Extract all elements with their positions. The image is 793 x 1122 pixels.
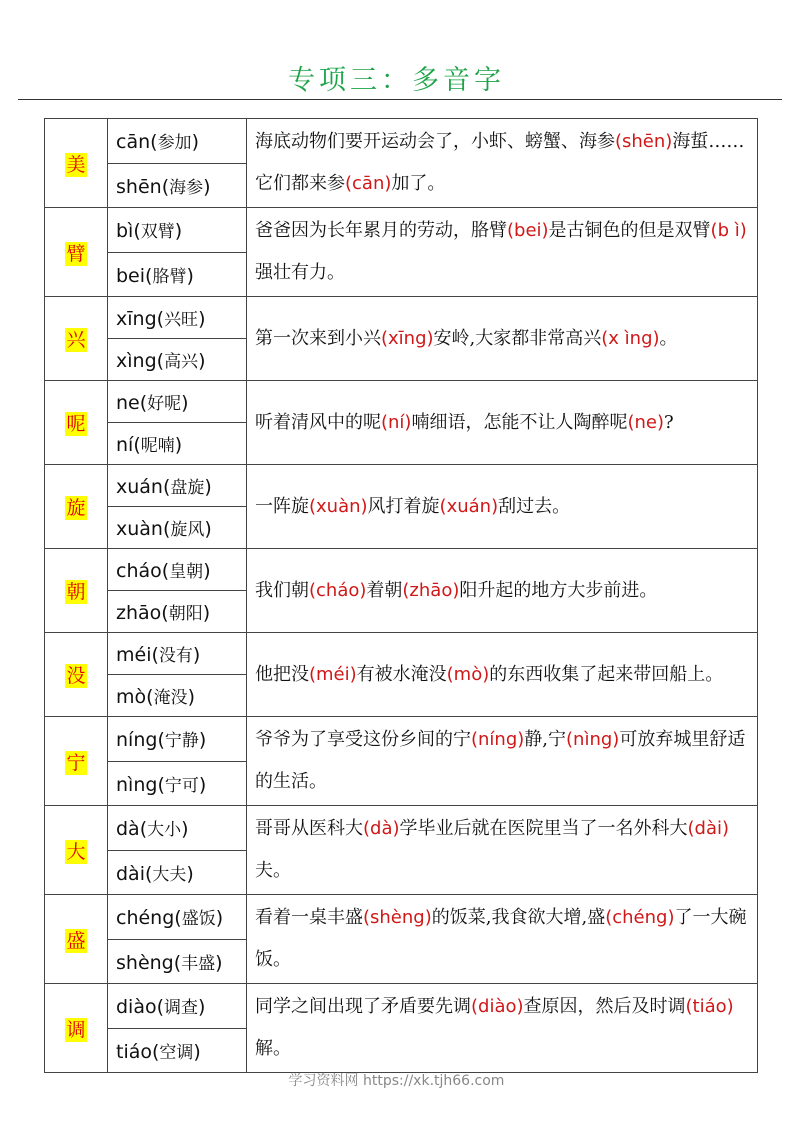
- pinyin: nìng: [116, 773, 158, 796]
- sentence-text: 爷爷为了享受这份乡间的宁: [255, 729, 471, 750]
- page-title: 专项三：多音字: [288, 65, 505, 96]
- pinyin: xīng: [116, 308, 157, 330]
- sentence-pinyin: (zhāo): [402, 579, 460, 601]
- pinyin: cān: [116, 131, 151, 154]
- reading-cell: ne(好呢): [108, 381, 247, 423]
- sentence-text: 强壮有力。: [255, 262, 345, 283]
- example-sentence: [247, 208, 758, 297]
- reading-cell: níng(宁静): [108, 717, 247, 762]
- example-word: 朝阳: [168, 604, 203, 624]
- example-word: 宁可: [164, 775, 199, 796]
- sentence-text: 解。: [255, 1038, 291, 1059]
- sentence-pinyin: (mò): [446, 663, 490, 685]
- example-sentence: [247, 633, 758, 717]
- example-sentence: [247, 297, 758, 381]
- reading-cell: xuàn(旋风): [108, 507, 247, 549]
- pinyin: bei: [116, 264, 146, 287]
- character-cell: [45, 297, 108, 381]
- table-row: [45, 806, 758, 851]
- reading-cell: xuán(盘旋): [108, 465, 247, 507]
- character-cell: [45, 984, 108, 1073]
- example-sentence: [247, 465, 758, 549]
- pinyin: níng: [116, 729, 158, 752]
- example-sentence: [247, 717, 758, 806]
- character-cell: [45, 549, 108, 633]
- highlighted-character: 兴: [66, 329, 86, 351]
- example-sentence: [247, 895, 758, 984]
- reading-cell: zhāo(朝阳): [108, 591, 247, 633]
- sentence-text: 。: [659, 327, 678, 349]
- example-word: 淹没: [153, 688, 188, 708]
- highlighted-character: 旋: [66, 497, 86, 519]
- pinyin: ní: [116, 434, 134, 456]
- sentence-text: 可放弃城里舒适的生活。: [255, 729, 746, 792]
- example-word: 胳臂: [152, 266, 187, 287]
- sentence-pinyin: (x ìng): [601, 327, 660, 349]
- sentence-text: 听着清风中的呢: [255, 411, 381, 433]
- sentence-text: 海底动物们要开运动会了，小虾、螃蟹、海参: [255, 131, 615, 152]
- reading-cell: shēn(海参): [108, 163, 247, 208]
- sentence-text: 喃细语，怎能不让人陶醉呢: [411, 411, 628, 433]
- reading-cell: dài(大夫): [108, 850, 247, 895]
- pinyin: shèng: [116, 951, 174, 974]
- highlighted-character: 调: [66, 1018, 86, 1041]
- pinyin: xìng: [116, 350, 157, 372]
- sentence-text: 第一次来到小兴: [255, 327, 381, 349]
- reading-cell: bei(胳臂): [108, 252, 247, 297]
- reading-cell: nìng(宁可): [108, 761, 247, 806]
- pinyin: bì: [116, 220, 134, 243]
- sentence-text: 他把没: [255, 663, 309, 685]
- pinyin: dà: [116, 818, 140, 841]
- sentence-text: 静,宁: [524, 729, 567, 750]
- sentence-pinyin: (tiáo): [685, 996, 734, 1017]
- table-row: [45, 549, 758, 591]
- example-word: 没有: [158, 646, 193, 666]
- sentence-text: 着朝: [366, 579, 403, 601]
- polyphone-table: [44, 118, 758, 1073]
- example-word: 呢喃: [140, 436, 175, 456]
- example-word: 大夫: [152, 864, 187, 885]
- sentence-text: 哥哥从医科大: [255, 818, 363, 839]
- example-sentence: [247, 381, 758, 465]
- character-cell: [45, 717, 108, 806]
- sentence-pinyin: (shēn): [615, 131, 673, 152]
- pinyin: méi: [116, 644, 152, 666]
- sentence-text: 同学之间出现了矛盾要先调: [255, 996, 471, 1017]
- example-word: 参加: [157, 133, 192, 154]
- sentence-text: 有被水淹没: [356, 663, 447, 685]
- sentence-text: 了一大碗饭。: [255, 907, 747, 970]
- sentence-pinyin: (xuàn): [309, 495, 368, 517]
- table-row: [45, 297, 758, 339]
- example-word: 丰盛: [181, 953, 216, 974]
- highlighted-character: 朝: [66, 581, 86, 603]
- pinyin: cháo: [116, 560, 162, 582]
- reading-cell: cān(参加): [108, 119, 247, 164]
- pinyin: chéng: [116, 907, 175, 930]
- table-row: [45, 717, 758, 762]
- sentence-pinyin: (méi): [309, 663, 357, 685]
- highlighted-character: 大: [66, 840, 86, 863]
- sentence-text: ?: [664, 411, 674, 433]
- highlighted-character: 盛: [66, 929, 86, 952]
- example-word: 盛饭: [181, 909, 216, 930]
- highlighted-character: 臂: [66, 242, 86, 265]
- sentence-text: 夫。: [255, 860, 291, 881]
- sentence-pinyin: (cháo): [309, 579, 367, 601]
- example-word: 调查: [164, 998, 199, 1019]
- reading-cell: ní(呢喃): [108, 423, 247, 465]
- pinyin: xuàn: [116, 518, 163, 540]
- sentence-text: 爸爸因为长年累月的劳动，胳臂: [255, 220, 507, 241]
- sentence-text: 加了。: [391, 173, 446, 194]
- example-word: 高兴: [164, 352, 199, 372]
- character-cell: [45, 208, 108, 297]
- sentence-text: 查原因，然后及时调: [523, 996, 686, 1017]
- example-word: 大小: [147, 820, 182, 841]
- reading-cell: bì(双臂): [108, 208, 247, 253]
- reading-cell: dà(大小): [108, 806, 247, 851]
- pinyin: shēn: [116, 175, 162, 198]
- sentence-text: 阳升起的地方大步前进。: [459, 579, 658, 601]
- reading-cell: shèng(丰盛): [108, 939, 247, 984]
- table-row: [45, 633, 758, 675]
- table-row: [45, 119, 758, 164]
- sentence-pinyin: (bei): [507, 220, 549, 241]
- character-cell: [45, 633, 108, 717]
- sentence-text: 看着一桌丰盛: [255, 907, 363, 928]
- sentence-text: 的饭菜,我食欲大增,盛: [431, 907, 606, 928]
- sentence-text: 刮过去。: [498, 495, 571, 517]
- table-row: [45, 381, 758, 423]
- sentence-pinyin: (chéng): [605, 907, 675, 928]
- sentence-pinyin: (ne): [627, 411, 664, 433]
- reading-cell: méi(没有): [108, 633, 247, 675]
- example-word: 旋风: [170, 520, 205, 540]
- sentence-text: 海蜇……它们都来参: [255, 131, 745, 194]
- sentence-pinyin: (shèng): [363, 907, 432, 928]
- sentence-pinyin: (nìng): [566, 729, 620, 750]
- page-footer: 学习资料网 https://xk.tjh66.com: [288, 1073, 505, 1089]
- pinyin: mò: [116, 686, 147, 708]
- character-cell: [45, 465, 108, 549]
- example-sentence: [247, 549, 758, 633]
- sentence-pinyin: (cān): [345, 173, 392, 194]
- sentence-pinyin: (níng): [471, 729, 525, 750]
- reading-cell: cháo(皇朝): [108, 549, 247, 591]
- pinyin: dài: [116, 862, 145, 885]
- character-cell: [45, 895, 108, 984]
- character-cell: [45, 806, 108, 895]
- pinyin: ne: [116, 392, 140, 414]
- reading-cell: tiáo(空调): [108, 1028, 247, 1073]
- sentence-pinyin: (xīng): [381, 327, 434, 349]
- example-word: 皇朝: [169, 562, 204, 582]
- highlighted-character: 没: [66, 665, 86, 687]
- sentence-pinyin: (xuán): [439, 495, 499, 517]
- sentence-text: 我们朝: [255, 579, 309, 601]
- sentence-pinyin: (dà): [363, 818, 400, 839]
- example-sentence: [247, 806, 758, 895]
- sentence-pinyin: (b ì): [710, 220, 747, 241]
- character-cell: [45, 119, 108, 208]
- sentence-text: 是古铜色的但是双臂: [548, 220, 711, 241]
- sentence-pinyin: (diào): [471, 996, 524, 1017]
- title-divider: [18, 99, 782, 100]
- reading-cell: mò(淹没): [108, 675, 247, 717]
- example-word: 好呢: [147, 394, 182, 414]
- highlighted-character: 呢: [66, 413, 86, 435]
- example-word: 空调: [159, 1042, 194, 1063]
- sentence-pinyin: (ní): [381, 411, 412, 433]
- table-row: [45, 984, 758, 1029]
- reading-cell: xīng(兴旺): [108, 297, 247, 339]
- example-word: 海参: [169, 177, 204, 198]
- example-word: 宁静: [164, 731, 199, 752]
- sentence-text: 风打着旋: [367, 495, 440, 517]
- sentence-text: 安岭,大家都非常高兴: [433, 327, 602, 349]
- table-row: [45, 895, 758, 940]
- character-cell: [45, 381, 108, 465]
- reading-cell: diào(调查): [108, 984, 247, 1029]
- pinyin: xuán: [116, 476, 163, 498]
- example-word: 兴旺: [164, 310, 199, 330]
- pinyin: tiáo: [116, 1040, 152, 1063]
- reading-cell: xìng(高兴): [108, 339, 247, 381]
- reading-cell: chéng(盛饭): [108, 895, 247, 940]
- table-row: [45, 208, 758, 253]
- sentence-text: 学毕业后就在医院里当了一名外科大: [399, 818, 688, 839]
- example-sentence: [247, 119, 758, 208]
- highlighted-character: 宁: [66, 751, 86, 774]
- pinyin: diào: [116, 996, 157, 1019]
- sentence-text: 一阵旋: [255, 495, 309, 517]
- example-word: 双臂: [140, 222, 175, 243]
- table-row: [45, 465, 758, 507]
- sentence-pinyin: (dài): [687, 818, 730, 839]
- example-word: 盘旋: [170, 478, 205, 498]
- highlighted-character: 美: [66, 153, 86, 176]
- pinyin: zhāo: [116, 602, 162, 624]
- example-sentence: [247, 984, 758, 1073]
- sentence-text: 的东西收集了起来带回船上。: [489, 663, 724, 685]
